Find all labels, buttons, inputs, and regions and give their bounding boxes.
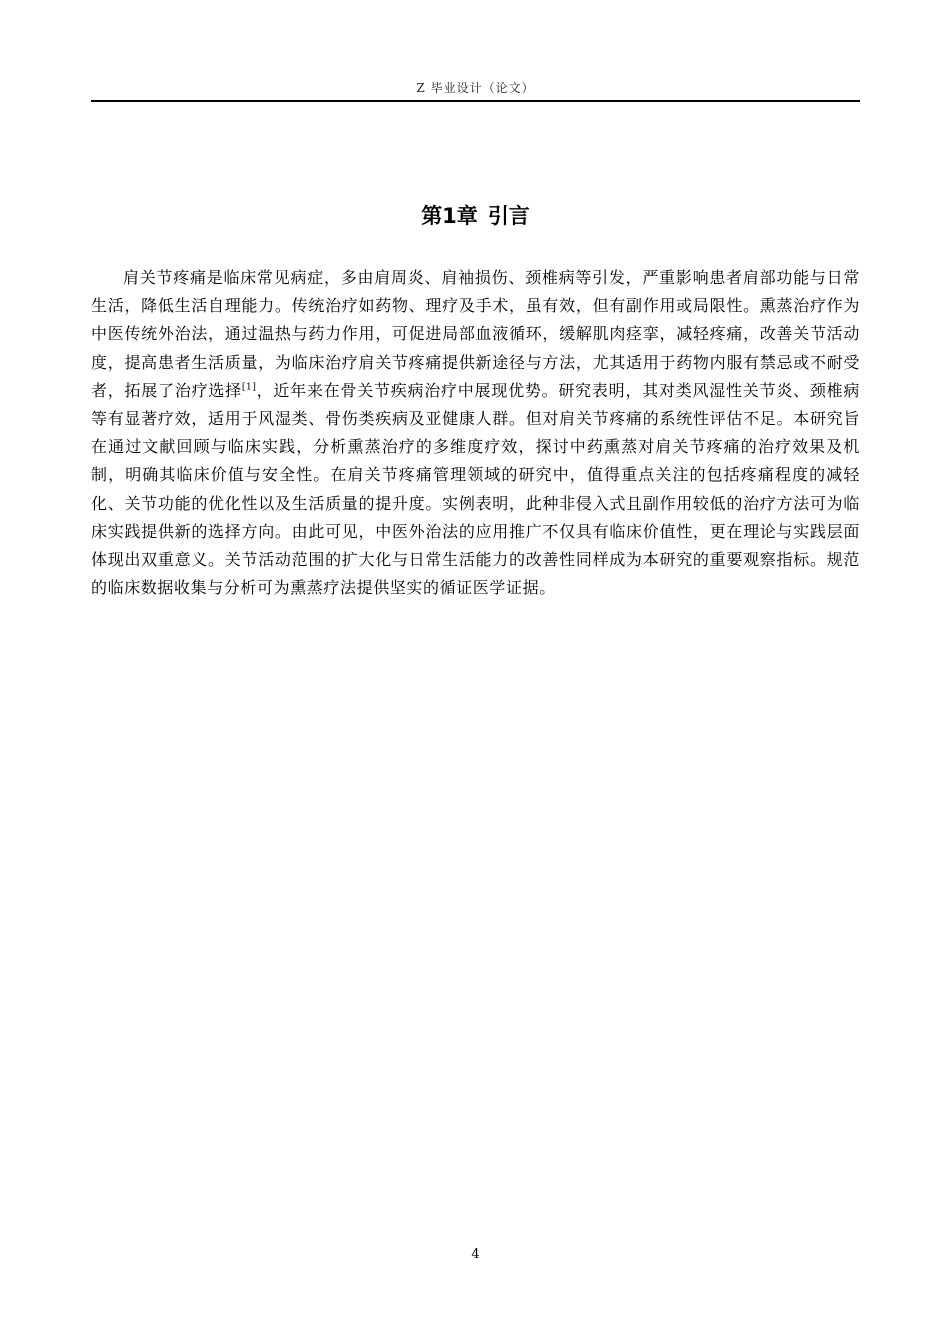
running-header: Z 毕业设计（论文）: [416, 81, 535, 95]
header-rule: [91, 100, 860, 102]
body-text-part-1: 肩关节疼痛是临床常见病症，多由肩周炎、肩袖损伤、颈椎病等引发，严重影响患者肩部功能与日常生活，降低生活自理能力。传统治疗如药物、理疗及手术，虽有效，但有副作用或局限性。熏蒸治疗作为中医传统外治法，通过温热与药力作用，可促进局部血液循环，缓解肌肉痉挛，减轻疼痛，改善关节活动度，提高患者生活质量，为临床治疗肩关节疼痛提供新途径与方法，尤其适用于药物内服有禁忌或不耐受者，拓展了治疗选择: [91, 268, 860, 400]
chapter-title: [91, 198, 860, 234]
body-paragraph: [91, 264, 860, 602]
chapter-number: 第1章: [421, 204, 478, 228]
citation-marker: [1]: [241, 382, 257, 393]
page-number: 4: [471, 1247, 480, 1262]
body-text-part-2: ，近年来在骨关节疾病治疗中展现优势。研究表明，其对类风湿性关节炎、颈椎病等有显著疗效，适用于风湿类、骨伤类疾病及亚健康人群。但对肩关节疼痛的系统性评估不足。本研究旨在通过文献回顾与临床实践，分析熏蒸治疗的多维度疗效，探讨中药熏蒸对肩关节疼痛的治疗效果及机制，明确其临床价值与安全性。在肩关节疼痛管理领域的研究中，值得重点关注的包括疼痛程度的减轻化、关节功能的优化性以及生活质量的提升度。实例表明，此种非侵入式且副作用较低的治疗方法可为临床实践提供新的选择方向。由此可见，中医外治法的应用推广不仅具有临床价值性，更在理论与实践层面体现出双重意义。关节活动范围的扩大化与日常生活能力的改善性同样成为本研究的重要观察指标。规范的临床数据收集与分析可为熏蒸疗法提供坚实的循证医学证据。: [91, 380, 860, 598]
chapter-heading-text: 引言: [487, 204, 530, 228]
